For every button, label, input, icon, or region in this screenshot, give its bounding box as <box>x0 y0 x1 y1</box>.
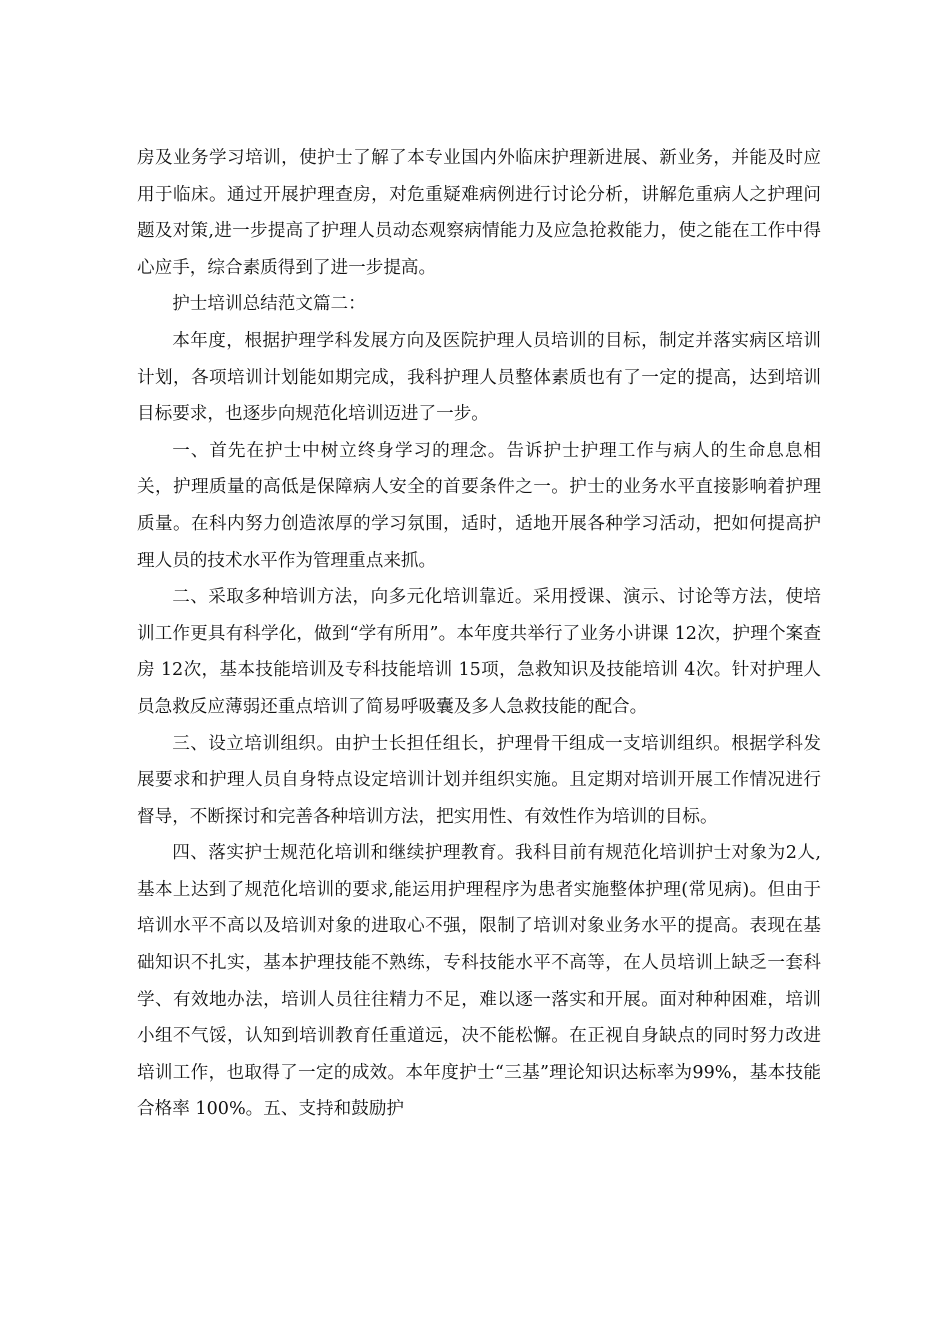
paragraph-intro: 本年度，根据护理学科发展方向及医院护理人员培训的目标，制定并落实病区培训计划，各项培训计划能如期完成，我科护理人员整体素质也有了一定的提高，达到培训目标要求，也逐步向规范化培训迈进了一步。 <box>137 330 821 425</box>
document-body <box>137 140 821 1128</box>
section-heading: 护士培训总结范文篇二： <box>172 294 366 315</box>
paragraph-point-1: 一、首先在护士中树立终身学习的理念。告诉护士护理工作与病人的生命息息相关，护理质量的高低是保障病人安全的首要条件之一。护士的业务水平直接影响着护理质量。在科内努力创造浓厚的学习氛围，适时，适地开展各种学习活动，把如何提高护理人员的技术水平作为管理重点来抓。 <box>137 440 821 571</box>
paragraph-continued: 房及业务学习培训，使护士了解了本专业国内外临床护理新进展、新业务，并能及时应用于临床。通过开展护理查房，对危重疑难病例进行讨论分析，讲解危重病人之护理问题及对策,进一步提高了护理人员动态观察病情能力及应急抢救能力，使之能在工作中得心应手，综合素质得到了进一步提高。 <box>137 148 821 278</box>
paragraph-point-4: 四、落实护士规范化培训和继续护理教育。我科目前有规范化培训护士对象为2人,基本上达到了规范化培训的要求,能运用护理程序为患者实施整体护理(常见病)。但由于培训水平不高以及培训对象的进取心不强，限制了培训对象业务水平的提高。表现在基础知识不扎实，基本护理技能不熟练，专科技能水平不高等，在人员培训上缺乏一套科学、有效地办法，培训人员往往精力不足，难以逐一落实和开展。面对种种困难，培训小组不气馁，认知到培训教育任重道远，决不能松懈。在正视自身缺点的同时努力改进培训工作，也取得了一定的成效。本年度护士“三基”理论知识达标率为99%，基本技能合格率 100%。五、支持和鼓励护 <box>137 843 821 1120</box>
paragraph-point-3: 三、设立培训组织。由护士长担任组长，护理骨干组成一支培训组织。根据学科发展要求和护理人员自身特点设定培训计划并组织实施。且定期对培训开展工作情况进行督导，不断探讨和完善各种培训方法，把实用性、有效性作为培训的目标。 <box>137 733 821 827</box>
paragraph-point-2: 二、采取多种培训方法，向多元化培训靠近。采用授课、演示、讨论等方法，使培训工作更具有科学化，做到“学有所用”。本年度共举行了业务小讲课 12次，护理个案查房 12次，基本技能培训及专科技能培训 15项，急救知识及技能培训 4次。针对护理人员急救反应薄弱还重点培训了简易呼吸囊及多人急救技能的配合。 <box>137 587 821 717</box>
